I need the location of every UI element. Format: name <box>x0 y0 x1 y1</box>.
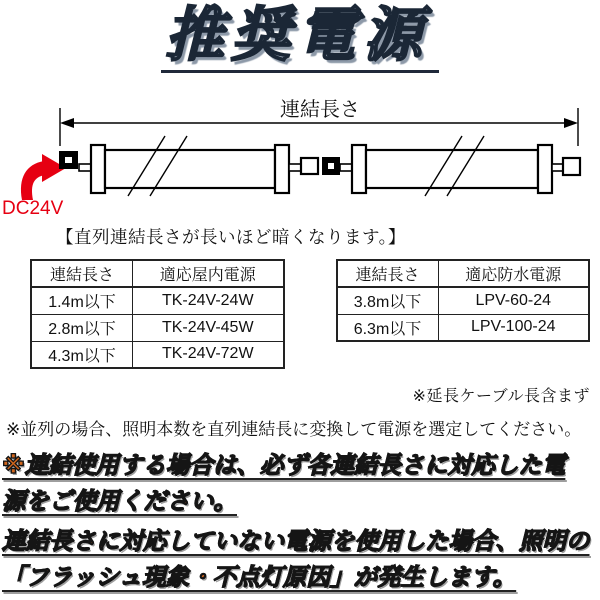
end-socket <box>563 158 580 175</box>
table-row <box>31 287 284 314</box>
tube-body <box>366 150 538 188</box>
connector-pin <box>79 164 91 171</box>
page-title: 推奨電源 <box>161 2 439 73</box>
indoor-header-power: 適応屋内電源 <box>133 260 284 287</box>
dc24v-label: DC24V <box>2 198 64 218</box>
waterproof-header-length: 連結長さ <box>337 260 439 287</box>
length-cell: 3.8m以下 <box>337 287 439 314</box>
waterproof-header-power: 適応防水電源 <box>438 260 589 287</box>
arrowhead-left <box>60 118 74 128</box>
power-cell: TK-24V-24W <box>133 287 284 314</box>
dimension-label: 連結長さ <box>280 99 360 121</box>
table-header-row <box>337 260 590 287</box>
brightness-caption: 【直列連結長さが長いほど暗くなります。】 <box>56 227 406 247</box>
warning-line: ※連結使用する場合は、必ず各連結長さに対応した電 <box>2 452 566 478</box>
power-cell: LPV-60-24 <box>438 287 589 314</box>
power-cell: LPV-100-24 <box>438 314 589 341</box>
warning-line: 「フラッシュ現象・不点灯原因」が発生します。 <box>2 564 517 590</box>
warning-line: 源をご使用ください。 <box>2 488 237 514</box>
length-cell: 6.3m以下 <box>337 314 439 341</box>
connector-pin <box>289 164 301 171</box>
cable-length-note: ※延長ケーブル長含まず <box>412 388 590 405</box>
table-header-row <box>31 260 284 287</box>
warning-use-matching-power <box>2 447 598 519</box>
connector-pin <box>552 164 563 171</box>
led-tube-2 <box>352 136 580 196</box>
tube-end-cap <box>538 145 552 193</box>
length-cell: 4.3m以下 <box>31 341 133 368</box>
connection-diagram <box>0 88 600 218</box>
indoor-power-table <box>30 259 285 369</box>
table-row <box>337 314 590 341</box>
warnings <box>0 447 600 595</box>
parallel-usage-note: ※並列の場合、照明本数を直列連結長に変換して電源を選定してください。 <box>6 420 582 439</box>
indoor-header-length: 連結長さ <box>31 260 133 287</box>
tube-body <box>105 150 275 188</box>
power-cell: TK-24V-72W <box>133 341 284 368</box>
tube-end-cap <box>275 145 289 193</box>
led-tube-1 <box>62 136 289 196</box>
joint-socket <box>301 158 318 174</box>
waterproof-column <box>336 259 591 406</box>
tube-end-cap <box>91 145 105 193</box>
page-header <box>0 0 600 88</box>
table-row <box>31 314 284 341</box>
table-row <box>31 341 284 368</box>
tables-row <box>0 259 600 406</box>
length-cell: 2.8m以下 <box>31 314 133 341</box>
power-plug-connector <box>62 154 75 166</box>
power-cell: TK-24V-45W <box>133 314 284 341</box>
table-row <box>337 287 590 314</box>
arrowhead-right <box>564 118 578 128</box>
joint-plug <box>325 160 337 172</box>
length-cell: 1.4m以下 <box>31 287 133 314</box>
waterproof-power-table <box>336 259 591 342</box>
warning-line: 連結長さに対応していない電源を使用した場合、照明の <box>2 528 590 554</box>
connector-pin <box>340 164 352 171</box>
tube-joint <box>289 158 352 174</box>
warning-flash-failure <box>2 523 598 595</box>
tube-end-cap <box>352 145 366 193</box>
